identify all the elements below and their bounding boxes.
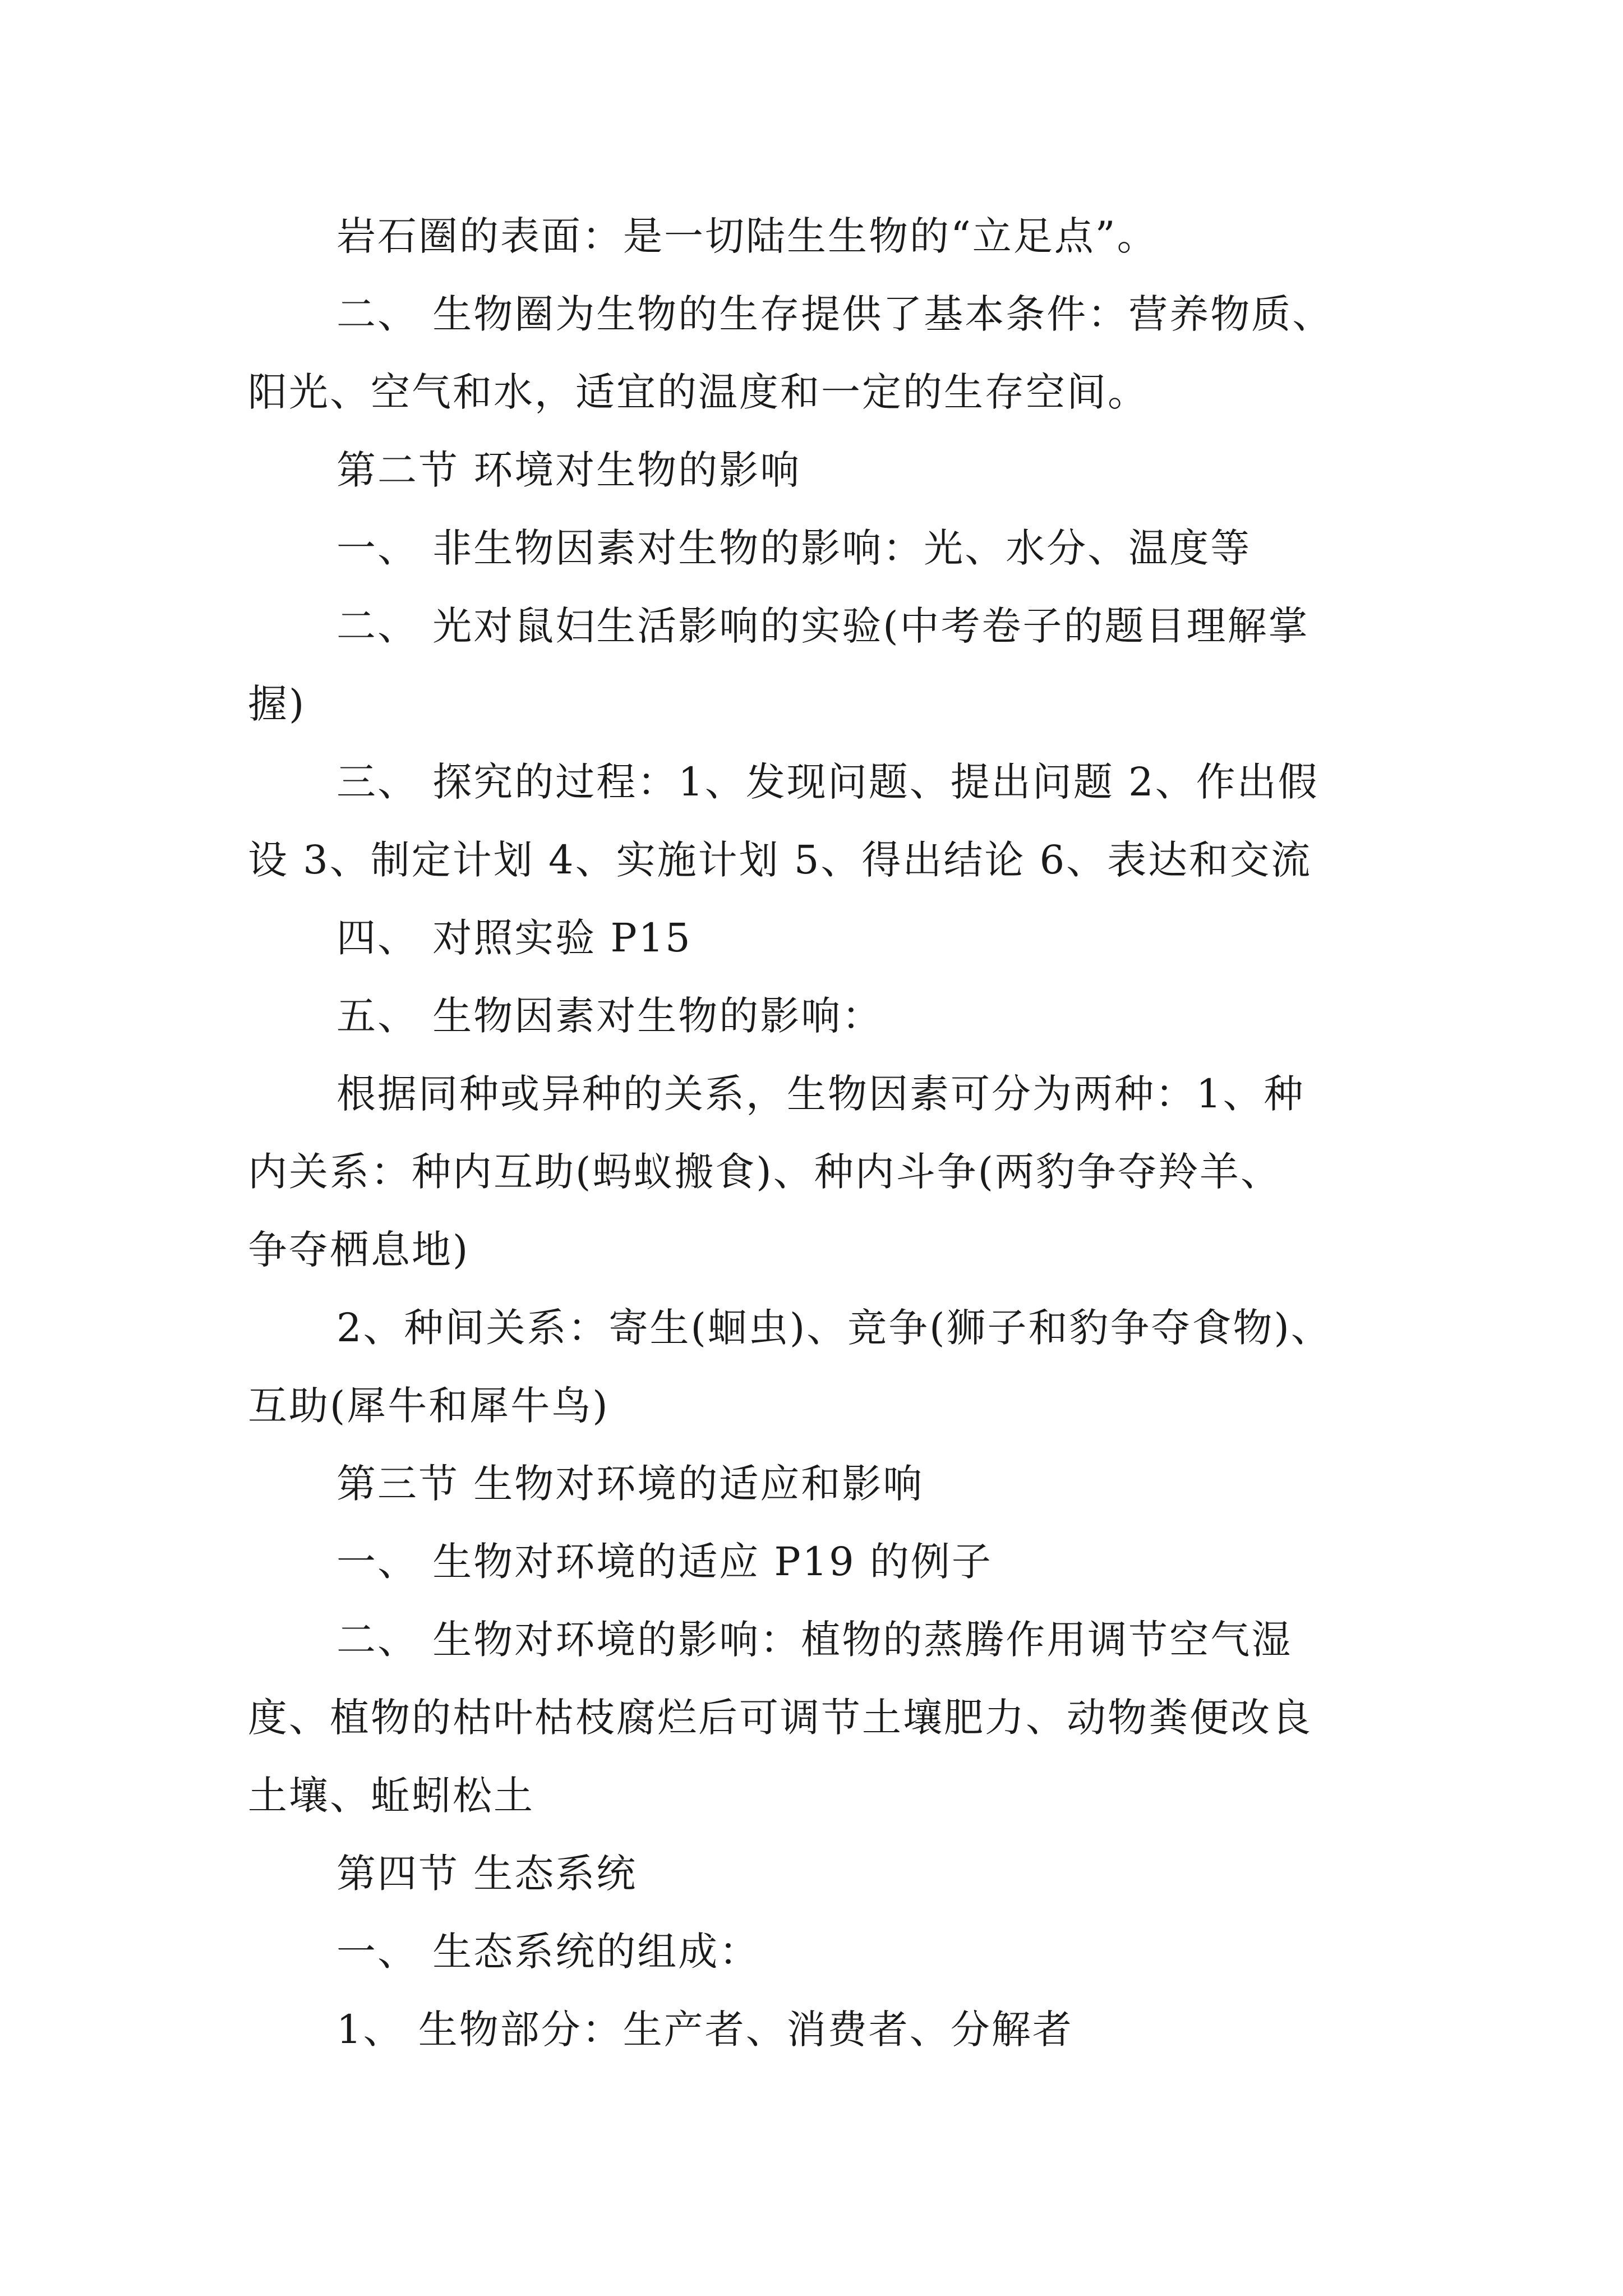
document-body xyxy=(248,197,1392,2069)
text-line: 五、 生物因素对生物的影响： xyxy=(336,993,883,1039)
text-line: 二、 生物圈为生物的生存提供了基本条件：营养物质、 xyxy=(336,291,1334,337)
text-line: 握) xyxy=(248,681,306,727)
text-line: 争夺栖息地) xyxy=(248,1227,470,1273)
text-line: 一、 生态系统的组成： xyxy=(336,1929,760,1975)
text-line: 三、 探究的过程：1、发现问题、提出问题 2、作出假 xyxy=(336,759,1319,805)
text-line: 二、 光对鼠妇生活影响的实验(中考卷子的题目理解掌 xyxy=(336,603,1310,649)
section-heading: 第二节 环境对生物的影响 xyxy=(336,447,801,493)
section-heading: 第三节 生物对环境的适应和影响 xyxy=(336,1461,924,1507)
text-line: 一、 非生物因素对生物的影响：光、水分、温度等 xyxy=(336,525,1252,571)
text-line: 2、种间关系：寄生(蛔虫)、竞争(狮子和豹争夺食物)、 xyxy=(336,1305,1332,1351)
section-heading: 第四节 生态系统 xyxy=(336,1851,638,1897)
text-line: 互助(犀牛和犀牛鸟) xyxy=(248,1383,610,1429)
text-line: 阳光、空气和水，适宜的温度和一定的生存空间。 xyxy=(248,369,1149,415)
text-line: 二、 生物对环境的影响：植物的蒸腾作用调节空气湿 xyxy=(336,1617,1293,1663)
text-line: 度、植物的枯叶枯枝腐烂后可调节土壤肥力、动物粪便改良 xyxy=(248,1695,1312,1741)
text-line: 设 3、制定计划 4、实施计划 5、得出结论 6、表达和交流 xyxy=(248,837,1312,883)
text-line: 土壤、蚯蚓松土 xyxy=(248,1773,534,1819)
text-line: 1、 生物部分：生产者、消费者、分解者 xyxy=(336,2007,1073,2053)
text-line: 四、 对照实验 P15 xyxy=(336,915,692,961)
text-line: 一、 生物对环境的适应 P19 的例子 xyxy=(336,1539,993,1585)
text-line: 岩石圈的表面：是一切陆生生物的“立足点”。 xyxy=(336,213,1158,259)
text-line: 内关系：种内互助(蚂蚁搬食)、种内斗争(两豹争夺羚羊、 xyxy=(248,1149,1281,1195)
text-line: 根据同种或异种的关系，生物因素可分为两种：1、种 xyxy=(336,1071,1305,1117)
